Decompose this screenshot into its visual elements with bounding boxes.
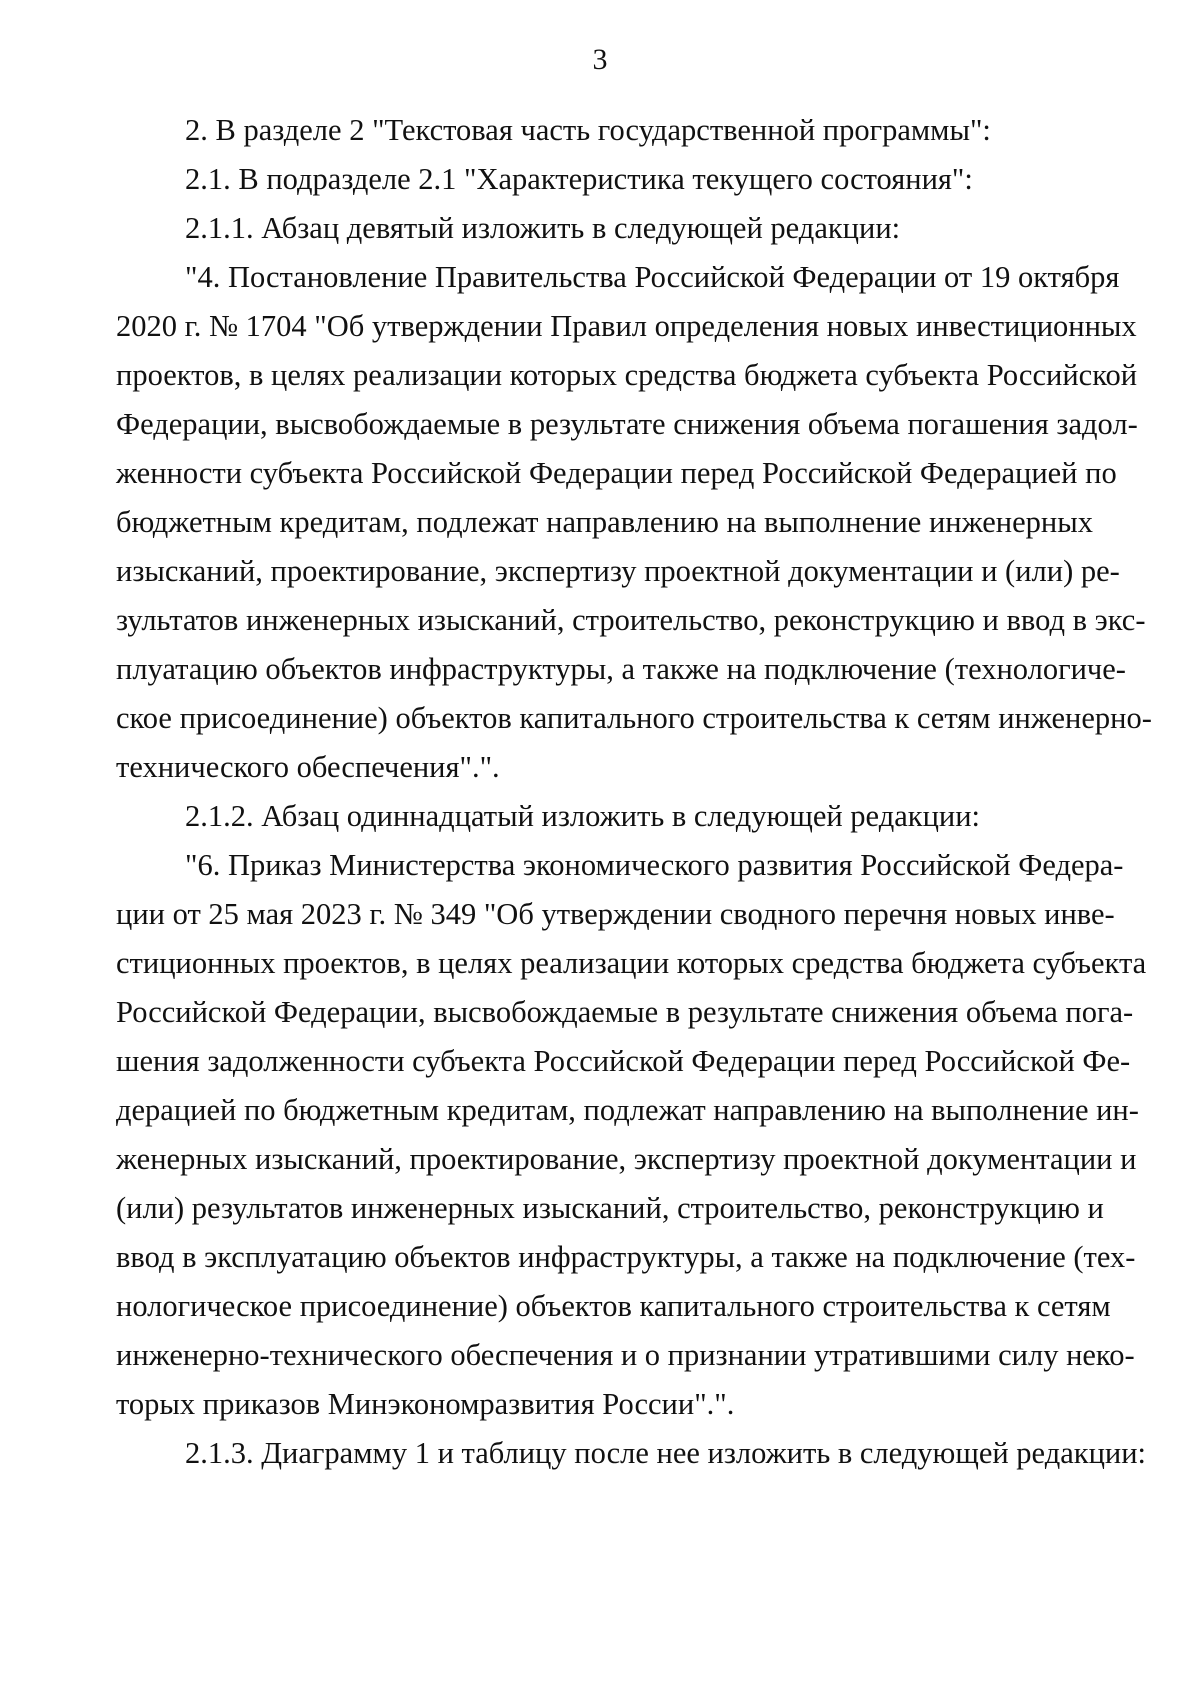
paragraph <box>116 253 1152 792</box>
text-line: 2020 г. № 1704 "Об утверждении Правил определения новых инвестиционных <box>116 309 1137 343</box>
text-line: 2.1.1. Абзац девятый изложить в следующей редакции: <box>185 211 901 245</box>
text-line: торых приказов Минэкономразвития России".". <box>116 1387 735 1421</box>
text-line: "4. Постановление Правительства Российской Федерации от 19 октября <box>185 260 1120 294</box>
text-line: 2.1.2. Абзац одиннадцатый изложить в следующей редакции: <box>185 799 981 833</box>
paragraph <box>116 1429 1147 1478</box>
paragraph <box>116 841 1147 1429</box>
text-line: (или) результатов инженерных изысканий, строительство, реконструкцию и <box>116 1191 1104 1225</box>
text-line: дерацией по бюджетным кредитам, подлежат направлению на выполнение ин- <box>116 1093 1139 1127</box>
text-line: 2.1. В подразделе 2.1 "Характеристика текущего состояния": <box>185 162 973 196</box>
text-line: проектов, в целях реализации которых средства бюджета субъекта Российской <box>116 358 1138 392</box>
text-line: изысканий, проектирование, экспертизу проектной документации и (или) ре- <box>116 554 1120 588</box>
text-line: женности субъекта Российской Федерации перед Российской Федерацией по <box>116 456 1117 490</box>
text-line: нологическое присоединение) объектов капитального строительства к сетям <box>116 1289 1111 1323</box>
text-line: Федерации, высвобождаемые в результате снижения объема погашения задол- <box>116 407 1138 441</box>
text-line: Российской Федерации, высвобождаемые в результате снижения объема пога- <box>116 995 1134 1029</box>
text-line: плуатацию объектов инфраструктуры, а также на подключение (технологиче- <box>116 652 1126 686</box>
paragraph <box>116 155 1092 204</box>
text-line: ввод в эксплуатацию объектов инфраструктуры, а также на подключение (тех- <box>116 1240 1136 1274</box>
text-line: технического обеспечения".". <box>116 750 500 784</box>
text-line: "6. Приказ Министерства экономического развития Российской Федера- <box>185 848 1124 882</box>
page-number: 3 <box>592 43 608 76</box>
text-line: бюджетным кредитам, подлежат направлению на выполнение инженерных <box>116 505 1093 539</box>
text-line: ское присоединение) объектов капитального строительства к сетям инженерно- <box>116 701 1152 735</box>
document-body <box>116 106 1152 1478</box>
text-line: женерных изысканий, проектирование, экспертизу проектной документации и <box>116 1142 1137 1176</box>
text-line: ции от 25 мая 2023 г. № 349 "Об утверждении сводного перечня новых инве- <box>116 897 1115 931</box>
text-line: шения задолженности субъекта Российской Федерации перед Российской Фе- <box>116 1044 1131 1078</box>
text-line: зультатов инженерных изысканий, строительство, реконструкцию и ввод в экс- <box>116 603 1146 637</box>
text-line: 2.1.3. Диаграмму 1 и таблицу после нее изложить в следующей редакции: <box>185 1436 1147 1470</box>
text-line: стиционных проектов, в целях реализации которых средства бюджета субъекта <box>116 946 1147 980</box>
paragraph <box>116 204 1092 253</box>
paragraph <box>116 792 1092 841</box>
paragraph <box>116 106 1092 155</box>
text-line: инженерно-технического обеспечения и о признании утратившими силу неко- <box>116 1338 1135 1372</box>
text-line: 2. В разделе 2 "Текстовая часть государственной программы": <box>185 113 991 147</box>
